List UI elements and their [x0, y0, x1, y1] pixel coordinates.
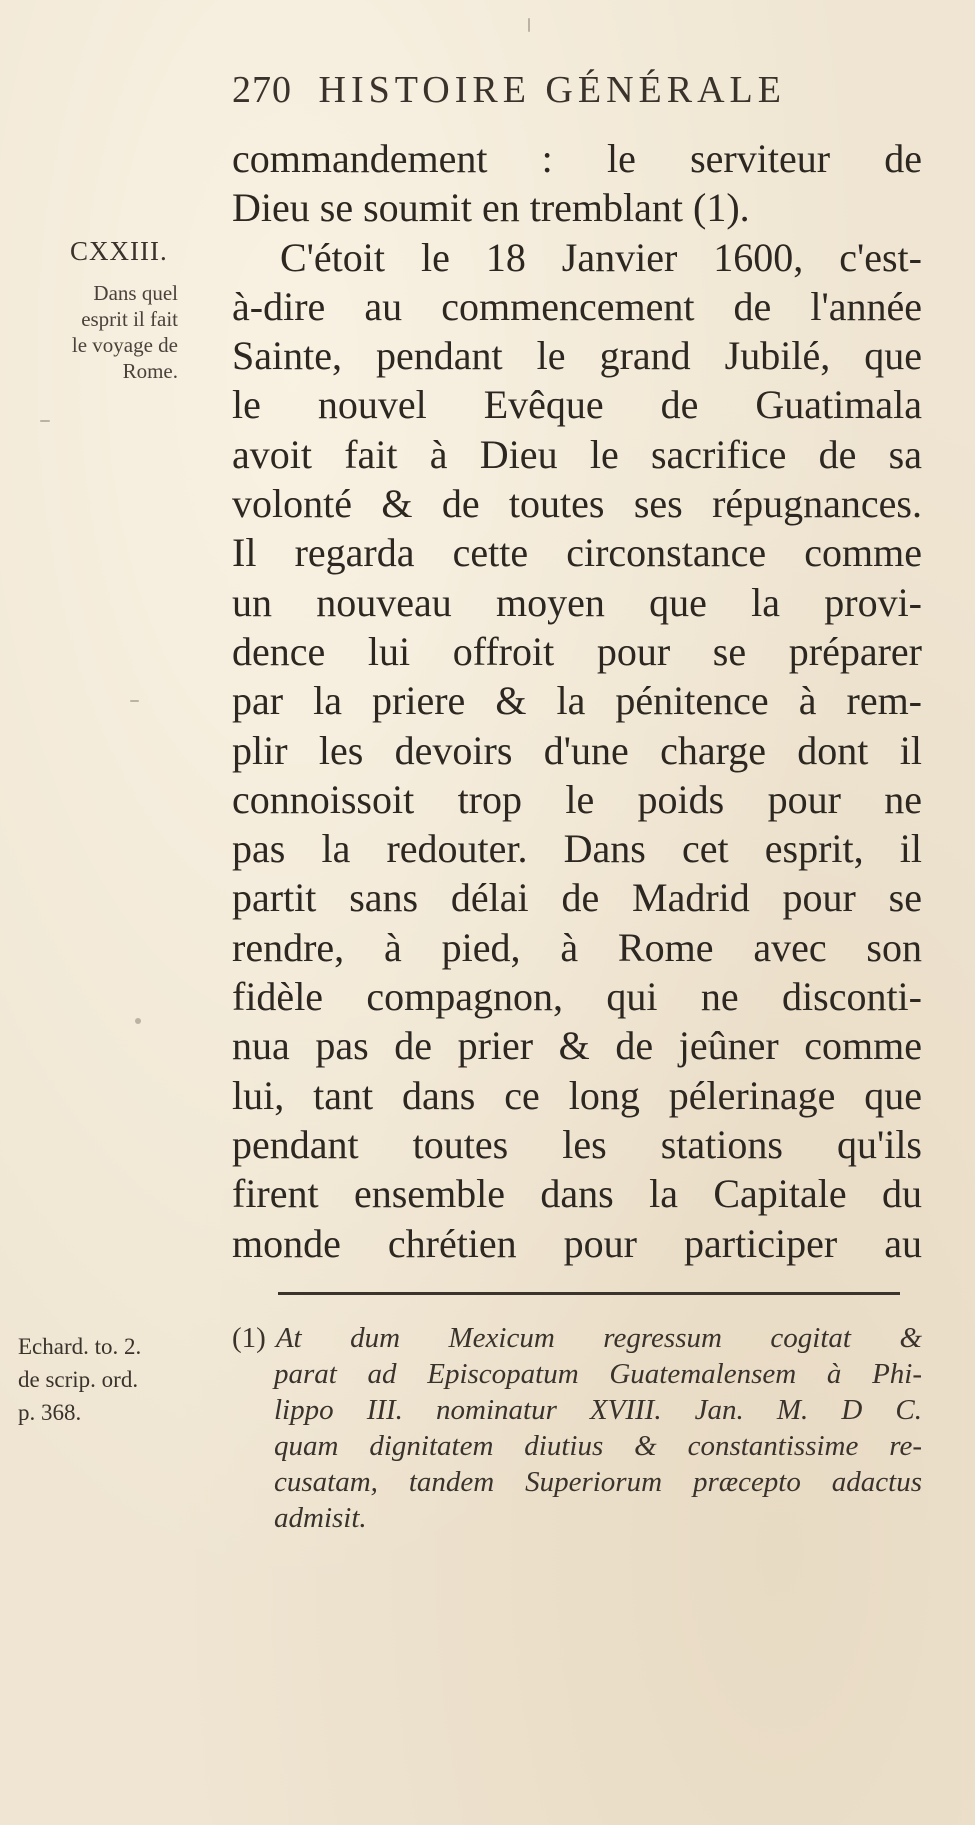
body-line: à-dire au commencement de l'année — [232, 283, 922, 329]
body-line: avoit fait à Dieu le sacrifice de sa — [232, 431, 922, 477]
body-line: fidèle compagnon, qui ne disconti- — [232, 974, 922, 1020]
footnote-rule — [278, 1292, 900, 1295]
body-line: lui, tant dans ce long pélerinage que — [232, 1072, 922, 1118]
body-line: rendre, à pied, à Rome avec son — [232, 924, 922, 970]
footnote-text: At dum Mexicum regressum cogitat & — [275, 1322, 922, 1354]
margin-note-line: le voyage de — [71, 333, 178, 357]
body-line: pas la redouter. Dans cet esprit, il — [232, 826, 922, 872]
body-line: dence lui offroit pour se préparer — [232, 628, 922, 674]
footnote-line: quam dignitatem diutius & constantissime re- — [274, 1430, 922, 1462]
body-text — [232, 134, 922, 1268]
margin-note-line: esprit il fait — [81, 307, 178, 331]
paper-speck — [135, 1018, 141, 1024]
margin-note-line: Rome. — [122, 359, 178, 383]
page-number: 270 — [232, 69, 292, 111]
footnote-mark: (1) — [232, 1322, 266, 1354]
paper-speck — [40, 420, 50, 422]
running-title: HISTOIRE GÉNÉRALE — [318, 69, 786, 111]
footnote-line: lippo III. nominatur XVIII. Jan. M. D C. — [274, 1394, 922, 1426]
body-line: partit sans délai de Madrid pour se — [232, 875, 922, 921]
footnote-reference-line: Echard. to. 2. — [18, 1334, 142, 1359]
body-line: Sainte, pendant le grand Jubilé, que — [232, 333, 922, 379]
body-line: pendant toutes les stations qu'ils — [232, 1121, 922, 1167]
footnote-line: parat ad Episcopatum Guatemalensem à Phi- — [274, 1358, 922, 1390]
body-line: un nouveau moyen que la provi- — [232, 579, 922, 625]
margin-note — [18, 280, 178, 384]
footnote-reference-line: de scrip. ord. — [18, 1367, 139, 1392]
footnote-reference-line: p. 368. — [18, 1400, 82, 1425]
body-line: firent ensemble dans la Capitale du — [232, 1171, 922, 1217]
body-line: commandement : le serviteur de — [232, 136, 922, 181]
body-line: monde chrétien pour participer au — [232, 1220, 922, 1266]
body-line: connoissoit trop le poids pour ne — [232, 776, 922, 822]
body-line: le nouvel Evêque de Guatimala — [232, 382, 922, 428]
body-line: nua pas de prier & de jeûner comme — [232, 1023, 922, 1069]
body-line: volonté & de toutes ses répugnances. — [232, 481, 922, 527]
margin-note-line: Dans quel — [93, 281, 178, 305]
body-line: C'étoit le 18 Janvier 1600, c'est- — [280, 234, 922, 280]
running-header — [232, 68, 786, 112]
paper-speck — [130, 700, 139, 702]
paper-speck — [528, 18, 530, 32]
footnote-line: admisit. — [274, 1502, 367, 1534]
body-line: Dieu se soumit en tremblant (1). — [232, 185, 750, 231]
footnote-line — [232, 1320, 922, 1356]
footnote-line: cusatam, tandem Superiorum præcepto adactus — [274, 1466, 922, 1498]
footnote — [232, 1320, 922, 1536]
body-line: plir les devoirs d'une charge dont il — [232, 727, 922, 773]
section-number: CXXIII. — [70, 236, 168, 266]
body-line: par la priere & la pénitence à rem- — [232, 678, 922, 724]
body-line: Il regarda cette circonstance comme — [232, 530, 922, 576]
footnote-reference — [18, 1330, 141, 1429]
